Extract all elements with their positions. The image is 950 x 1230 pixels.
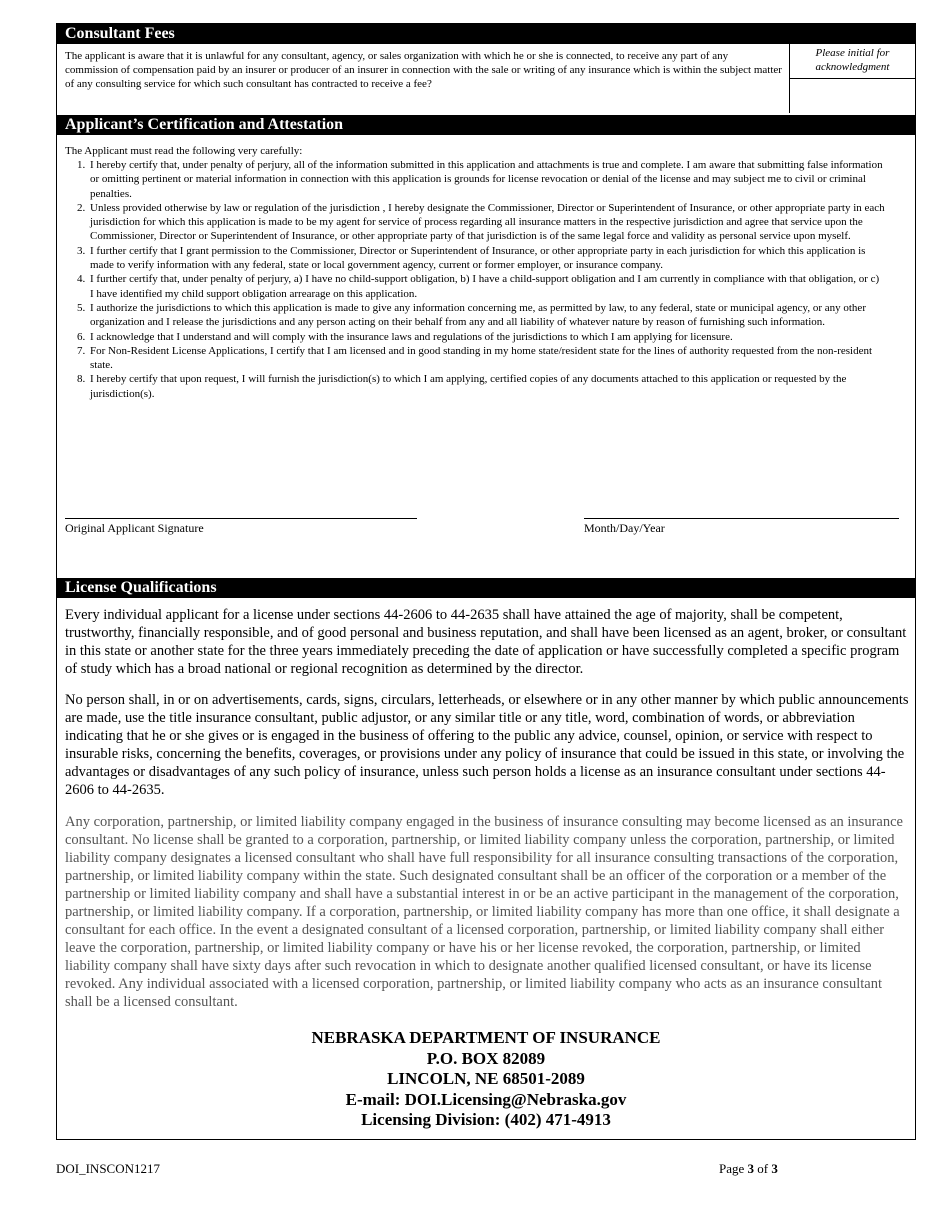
certification-header: Applicant’s Certification and Attestation [57, 115, 915, 135]
email-line: E-mail: DOI.Licensing@Nebraska.gov [345, 1089, 627, 1109]
signature-line[interactable] [65, 518, 417, 519]
contact-block [57, 1028, 915, 1131]
certification-item: 5. I authorize the jurisdictions to which this application is made to give any information concerning me, as permitted by law, to any federal, state or municipal agency, or any other organization and I release the jurisdictions and any person acting on their behalf from any and all liability of whatever nature by reason of furnishing such information. [77, 301, 866, 329]
certification-item: 3. I further certify that I grant permission to the Commissioner, Director or Superintendent of Insurance, or other appropriate party in each jurisdiction for which this application is made to verify information with any federal, state or local government agency, current or former employer, or insurance company. [77, 244, 866, 272]
page-number: Page 3 of 3 [719, 1161, 778, 1176]
org-name: NEBRASKA DEPARTMENT OF INSURANCE [311, 1028, 661, 1047]
consultant-fees-text: The applicant is aware that it is unlawful for any consultant, agency, or sales organization with which he or she is connected, to receive any part of any commission of compensation paid by an insurer or producer of an insurer in connection with the sale or writing of any insurance which is within the subject matter of any consulting service for which such consultant has contracted to receive a fee? [65, 50, 782, 90]
certification-item: 6. I acknowledge that I understand and will comply with the insurance laws and regulations of the jurisdictions to which I am applying for licensure. [77, 330, 733, 343]
certification-list [65, 158, 885, 401]
initial-box [789, 44, 915, 113]
certification-item: 2. Unless provided otherwise by law or regulation of the jurisdiction , I hereby designate the Commissioner, Director or Superintendent of Insurance, or other appropriate party in each jurisdiction for which this application is made to be my agent for service of process regarding all insurance matters in the respective jurisdiction and agree that service upon the Commissioner, Director or Superintendent of Insurance, or other appropriate party of that jurisdiction is of the same legal force and validity as personal service upon myself. [77, 201, 885, 243]
initial-field[interactable] [790, 79, 915, 113]
qualifications-paragraph: No person shall, in or on advertisements, cards, signs, circulars, letterheads, or elsewhere or in any other manner by which public announcements are made, use the title insurance consultant, public adjustor, or any similar title or any title, word, combination of words, or abbreviation indicating that he or she gives or is engaged in the business of offering to the public any advice, counsel, opinion, or service with respect to insurable risks, concerning the benefits, coverages, or provisions under any policy of insurance that could be issued in this state, or involving the advantages or disadvantages of any such policy of insurance, unless such person holds a license as an insurance consultant under sections 44-2606 to 44-2635. [65, 692, 909, 798]
date-label: Month/Day/Year [584, 521, 665, 535]
signature-label: Original Applicant Signature [65, 521, 204, 535]
date-line[interactable] [584, 518, 899, 519]
form-code: DOI_INSCON1217 [56, 1161, 160, 1176]
certification-item: 4. I further certify that, under penalty of perjury, a) I have no child-support obligation, b) I have a child-support obligation and I am currently in compliance with that obligation, or c) I have identified my child support obligation arrearage on this application. [77, 273, 880, 300]
certification-item: 1. I hereby certify that, under penalty of perjury, all of the information submitted in this application and attachments is true and complete. I am aware that submitting false information or omitting pertinent or material information in connection with this application is grounds for license revocation or denial of the license and may subject me to civil or criminal penalties. [77, 159, 883, 200]
qualifications-paragraph: Every individual applicant for a license under sections 44-2606 to 44-2635 shall have attained the age of majority, shall be competent, trustworthy, financially responsible, and of good personal and business reputation, and shall have been licensed as an agent, broker, or consultant in this state or another state for the three years immediately preceding the date of application or have successfully completed a specific program of study which has a broad national or regional recognition as determined by the director. [65, 607, 907, 677]
certification-intro: The Applicant must read the following very carefully: [65, 145, 303, 157]
initial-label: Please initial for acknowledgment [790, 44, 915, 79]
license-qualifications-header: License Qualifications [57, 578, 915, 598]
phone-line: Licensing Division: (402) 471-4913 [361, 1110, 611, 1130]
consultant-fees-header: Consultant Fees [57, 24, 915, 44]
city-line: LINCOLN, NE 68501-2089 [387, 1069, 585, 1089]
qualifications-paragraph: Any corporation, partnership, or limited liability company engaged in the business of insurance consulting may become licensed as an insurance consultant. No license shall be granted to a corporation, partnership, or limited liability company unless the corporation, partnership, or limited liability company designates a licensed consultant who shall have full responsibility for all insurance consulting transactions of the corporation, partnership, or limited liability company within the state. Such designated consultant shall be an officer of the corporation or a member of the partnership or limited liability company and shall have a substantial interest in or be an active participant in the management of the corporation, partnership, or limited liability company. If a corporation, partnership, or limited liability company has more than one office, it shall designate a consultant for each office. In the event a designated consultant of a licensed corporation, partnership, or limited liability company shall either leave the corporation, partnership, or limited liability company or have his or her license revoked, the corporation, partnership, or limited liability company shall have sixty days after such revocation in which to designate another qualified licensed consultant, or have its license revoked. Any individual associated with a licensed corporation, partnership, or limited liability company who acts as an insurance consultant shall be a licensed consultant. [65, 814, 903, 1010]
form-frame [56, 23, 916, 1140]
certification-item: 7. For Non-Resident License Applications, I certify that I am licensed and in good standing in my home state/resident state for the lines of authority requested from the non-resident state. [77, 344, 873, 372]
certification-item: 8. I hereby certify that upon request, I will furnish the jurisdiction(s) to which I am applying, certified copies of any documents attached to this application or requested by the jurisdiction(s). [77, 373, 847, 400]
po-box: P.O. BOX 82089 [426, 1048, 546, 1068]
